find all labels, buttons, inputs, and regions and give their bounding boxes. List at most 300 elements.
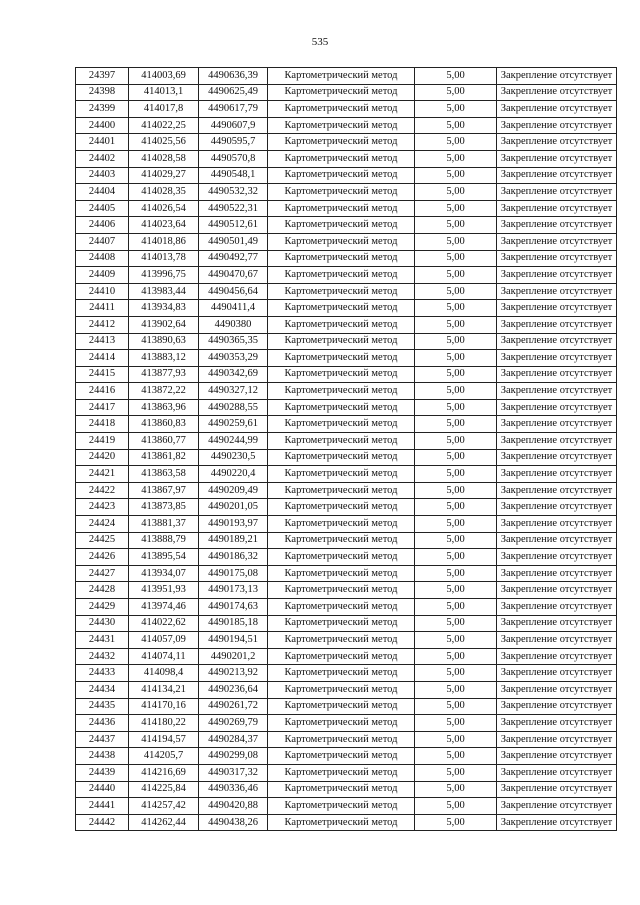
point-number-cell: 24400	[76, 117, 129, 134]
point-number-cell: 24439	[76, 764, 129, 781]
point-number-cell: 24428	[76, 582, 129, 599]
x-coordinate-cell: 414098,4	[129, 665, 199, 682]
y-coordinate-cell: 4490284,37	[199, 731, 268, 748]
table-row	[76, 715, 617, 732]
y-coordinate-cell: 4490189,21	[199, 532, 268, 549]
accuracy-cell: 5,00	[415, 84, 497, 101]
accuracy-cell: 5,00	[415, 449, 497, 466]
point-number-cell: 24433	[76, 665, 129, 682]
table-row	[76, 565, 617, 582]
table-row	[76, 366, 617, 383]
table-row	[76, 798, 617, 815]
x-coordinate-cell: 414225,84	[129, 781, 199, 798]
point-number-cell: 24426	[76, 549, 129, 566]
accuracy-cell: 5,00	[415, 350, 497, 367]
accuracy-cell: 5,00	[415, 250, 497, 267]
point-number-cell: 24408	[76, 250, 129, 267]
method-cell: Картометрический метод	[268, 698, 415, 715]
table-row	[76, 449, 617, 466]
point-number-cell: 24399	[76, 101, 129, 118]
point-number-cell: 24415	[76, 366, 129, 383]
accuracy-cell: 5,00	[415, 433, 497, 450]
fixing-note-cell: Закрепление отсутствует	[497, 399, 617, 416]
y-coordinate-cell: 4490244,99	[199, 433, 268, 450]
fixing-note-cell: Закрепление отсутствует	[497, 283, 617, 300]
fixing-note-cell: Закрепление отсутствует	[497, 798, 617, 815]
method-cell: Картометрический метод	[268, 565, 415, 582]
point-number-cell: 24398	[76, 84, 129, 101]
point-number-cell: 24402	[76, 150, 129, 167]
x-coordinate-cell: 413877,93	[129, 366, 199, 383]
method-cell: Картометрический метод	[268, 433, 415, 450]
fixing-note-cell: Закрепление отсутствует	[497, 217, 617, 234]
fixing-note-cell: Закрепление отсутствует	[497, 68, 617, 85]
point-number-cell: 24409	[76, 267, 129, 284]
point-number-cell: 24413	[76, 333, 129, 350]
y-coordinate-cell: 4490201,2	[199, 648, 268, 665]
fixing-note-cell: Закрепление отсутствует	[497, 416, 617, 433]
y-coordinate-cell: 4490193,97	[199, 516, 268, 533]
table-row	[76, 167, 617, 184]
table-row	[76, 300, 617, 317]
table-row	[76, 731, 617, 748]
accuracy-cell: 5,00	[415, 383, 497, 400]
accuracy-cell: 5,00	[415, 648, 497, 665]
accuracy-cell: 5,00	[415, 764, 497, 781]
fixing-note-cell: Закрепление отсутствует	[497, 764, 617, 781]
point-number-cell: 24401	[76, 134, 129, 151]
accuracy-cell: 5,00	[415, 399, 497, 416]
x-coordinate-cell: 413902,64	[129, 316, 199, 333]
point-number-cell: 24425	[76, 532, 129, 549]
y-coordinate-cell: 4490501,49	[199, 233, 268, 250]
method-cell: Картометрический метод	[268, 582, 415, 599]
point-number-cell: 24412	[76, 316, 129, 333]
x-coordinate-cell: 414205,7	[129, 748, 199, 765]
method-cell: Картометрический метод	[268, 150, 415, 167]
fixing-note-cell: Закрепление отсутствует	[497, 134, 617, 151]
table-row	[76, 482, 617, 499]
fixing-note-cell: Закрепление отсутствует	[497, 516, 617, 533]
fixing-note-cell: Закрепление отсутствует	[497, 233, 617, 250]
x-coordinate-cell: 414170,16	[129, 698, 199, 715]
point-number-cell: 24422	[76, 482, 129, 499]
y-coordinate-cell: 4490174,63	[199, 599, 268, 616]
accuracy-cell: 5,00	[415, 781, 497, 798]
point-number-cell: 24427	[76, 565, 129, 582]
fixing-note-cell: Закрепление отсутствует	[497, 532, 617, 549]
accuracy-cell: 5,00	[415, 715, 497, 732]
x-coordinate-cell: 413974,46	[129, 599, 199, 616]
x-coordinate-cell: 413996,75	[129, 267, 199, 284]
y-coordinate-cell: 4490607,9	[199, 117, 268, 134]
y-coordinate-cell: 4490522,31	[199, 200, 268, 217]
x-coordinate-cell: 413861,82	[129, 449, 199, 466]
table-row	[76, 68, 617, 85]
accuracy-cell: 5,00	[415, 101, 497, 118]
method-cell: Картометрический метод	[268, 516, 415, 533]
table-row	[76, 134, 617, 151]
point-number-cell: 24403	[76, 167, 129, 184]
x-coordinate-cell: 414180,22	[129, 715, 199, 732]
table-row	[76, 383, 617, 400]
x-coordinate-cell: 414194,57	[129, 731, 199, 748]
y-coordinate-cell: 4490492,77	[199, 250, 268, 267]
table-row	[76, 184, 617, 201]
y-coordinate-cell: 4490261,72	[199, 698, 268, 715]
y-coordinate-cell: 4490220,4	[199, 466, 268, 483]
y-coordinate-cell: 4490336,46	[199, 781, 268, 798]
accuracy-cell: 5,00	[415, 565, 497, 582]
method-cell: Картометрический метод	[268, 117, 415, 134]
method-cell: Картометрический метод	[268, 665, 415, 682]
fixing-note-cell: Закрепление отсутствует	[497, 466, 617, 483]
point-number-cell: 24430	[76, 615, 129, 632]
point-number-cell: 24420	[76, 449, 129, 466]
coordinates-table-body	[76, 68, 617, 831]
point-number-cell: 24440	[76, 781, 129, 798]
accuracy-cell: 5,00	[415, 731, 497, 748]
table-row	[76, 333, 617, 350]
accuracy-cell: 5,00	[415, 167, 497, 184]
x-coordinate-cell: 413934,83	[129, 300, 199, 317]
method-cell: Картометрический метод	[268, 333, 415, 350]
fixing-note-cell: Закрепление отсутствует	[497, 632, 617, 649]
method-cell: Картометрический метод	[268, 748, 415, 765]
y-coordinate-cell: 4490213,92	[199, 665, 268, 682]
x-coordinate-cell: 414026,54	[129, 200, 199, 217]
fixing-note-cell: Закрепление отсутствует	[497, 731, 617, 748]
y-coordinate-cell: 4490636,39	[199, 68, 268, 85]
y-coordinate-cell: 4490185,18	[199, 615, 268, 632]
method-cell: Картометрический метод	[268, 466, 415, 483]
y-coordinate-cell: 4490595,7	[199, 134, 268, 151]
method-cell: Картометрический метод	[268, 798, 415, 815]
method-cell: Картометрический метод	[268, 84, 415, 101]
accuracy-cell: 5,00	[415, 184, 497, 201]
x-coordinate-cell: 414057,09	[129, 632, 199, 649]
method-cell: Картометрический метод	[268, 383, 415, 400]
y-coordinate-cell: 4490209,49	[199, 482, 268, 499]
method-cell: Картометрический метод	[268, 499, 415, 516]
point-number-cell: 24414	[76, 350, 129, 367]
fixing-note-cell: Закрепление отсутствует	[497, 615, 617, 632]
point-number-cell: 24417	[76, 399, 129, 416]
point-number-cell: 24419	[76, 433, 129, 450]
x-coordinate-cell: 413890,63	[129, 333, 199, 350]
table-row	[76, 499, 617, 516]
table-row	[76, 117, 617, 134]
fixing-note-cell: Закрепление отсутствует	[497, 167, 617, 184]
table-row	[76, 549, 617, 566]
table-row	[76, 399, 617, 416]
y-coordinate-cell: 4490420,88	[199, 798, 268, 815]
x-coordinate-cell: 414023,64	[129, 217, 199, 234]
x-coordinate-cell: 414028,35	[129, 184, 199, 201]
method-cell: Картометрический метод	[268, 399, 415, 416]
accuracy-cell: 5,00	[415, 217, 497, 234]
y-coordinate-cell: 4490456,64	[199, 283, 268, 300]
fixing-note-cell: Закрепление отсутствует	[497, 748, 617, 765]
fixing-note-cell: Закрепление отсутствует	[497, 433, 617, 450]
accuracy-cell: 5,00	[415, 283, 497, 300]
x-coordinate-cell: 413872,22	[129, 383, 199, 400]
table-row	[76, 101, 617, 118]
accuracy-cell: 5,00	[415, 698, 497, 715]
table-row	[76, 599, 617, 616]
point-number-cell: 24405	[76, 200, 129, 217]
method-cell: Картометрический метод	[268, 681, 415, 698]
fixing-note-cell: Закрепление отсутствует	[497, 549, 617, 566]
x-coordinate-cell: 413883,12	[129, 350, 199, 367]
point-number-cell: 24404	[76, 184, 129, 201]
y-coordinate-cell: 4490570,8	[199, 150, 268, 167]
accuracy-cell: 5,00	[415, 632, 497, 649]
accuracy-cell: 5,00	[415, 615, 497, 632]
table-row	[76, 814, 617, 831]
point-number-cell: 24442	[76, 814, 129, 831]
fixing-note-cell: Закрепление отсутствует	[497, 350, 617, 367]
point-number-cell: 24411	[76, 300, 129, 317]
fixing-note-cell: Закрепление отсутствует	[497, 582, 617, 599]
fixing-note-cell: Закрепление отсутствует	[497, 681, 617, 698]
y-coordinate-cell: 4490236,64	[199, 681, 268, 698]
method-cell: Картометрический метод	[268, 532, 415, 549]
table-row	[76, 350, 617, 367]
x-coordinate-cell: 414029,27	[129, 167, 199, 184]
method-cell: Картометрический метод	[268, 350, 415, 367]
accuracy-cell: 5,00	[415, 200, 497, 217]
point-number-cell: 24423	[76, 499, 129, 516]
method-cell: Картометрический метод	[268, 217, 415, 234]
x-coordinate-cell: 414013,1	[129, 84, 199, 101]
table-row	[76, 150, 617, 167]
table-row	[76, 681, 617, 698]
table-row	[76, 764, 617, 781]
fixing-note-cell: Закрепление отсутствует	[497, 117, 617, 134]
accuracy-cell: 5,00	[415, 150, 497, 167]
accuracy-cell: 5,00	[415, 516, 497, 533]
method-cell: Картометрический метод	[268, 134, 415, 151]
table-row	[76, 466, 617, 483]
accuracy-cell: 5,00	[415, 68, 497, 85]
method-cell: Картометрический метод	[268, 366, 415, 383]
method-cell: Картометрический метод	[268, 781, 415, 798]
point-number-cell: 24397	[76, 68, 129, 85]
x-coordinate-cell: 414013,78	[129, 250, 199, 267]
x-coordinate-cell: 414025,56	[129, 134, 199, 151]
method-cell: Картометрический метод	[268, 482, 415, 499]
method-cell: Картометрический метод	[268, 300, 415, 317]
accuracy-cell: 5,00	[415, 582, 497, 599]
table-row	[76, 615, 617, 632]
fixing-note-cell: Закрепление отсутствует	[497, 200, 617, 217]
y-coordinate-cell: 4490288,55	[199, 399, 268, 416]
table-row	[76, 648, 617, 665]
fixing-note-cell: Закрепление отсутствует	[497, 267, 617, 284]
fixing-note-cell: Закрепление отсутствует	[497, 101, 617, 118]
x-coordinate-cell: 414018,86	[129, 233, 199, 250]
method-cell: Картометрический метод	[268, 184, 415, 201]
x-coordinate-cell: 414003,69	[129, 68, 199, 85]
fixing-note-cell: Закрепление отсутствует	[497, 366, 617, 383]
table-row	[76, 217, 617, 234]
fixing-note-cell: Закрепление отсутствует	[497, 250, 617, 267]
x-coordinate-cell: 414134,21	[129, 681, 199, 698]
method-cell: Картометрический метод	[268, 283, 415, 300]
x-coordinate-cell: 413863,58	[129, 466, 199, 483]
y-coordinate-cell: 4490186,32	[199, 549, 268, 566]
x-coordinate-cell: 414022,62	[129, 615, 199, 632]
table-row	[76, 748, 617, 765]
y-coordinate-cell: 4490380	[199, 316, 268, 333]
y-coordinate-cell: 4490353,29	[199, 350, 268, 367]
x-coordinate-cell: 414028,58	[129, 150, 199, 167]
accuracy-cell: 5,00	[415, 599, 497, 616]
fixing-note-cell: Закрепление отсутствует	[497, 499, 617, 516]
x-coordinate-cell: 414216,69	[129, 764, 199, 781]
table-row	[76, 84, 617, 101]
y-coordinate-cell: 4490230,5	[199, 449, 268, 466]
fixing-note-cell: Закрепление отсутствует	[497, 715, 617, 732]
x-coordinate-cell: 413863,96	[129, 399, 199, 416]
y-coordinate-cell: 4490512,61	[199, 217, 268, 234]
x-coordinate-cell: 414074,11	[129, 648, 199, 665]
table-row	[76, 665, 617, 682]
x-coordinate-cell: 413895,54	[129, 549, 199, 566]
table-row	[76, 516, 617, 533]
x-coordinate-cell: 413873,85	[129, 499, 199, 516]
accuracy-cell: 5,00	[415, 814, 497, 831]
method-cell: Картометрический метод	[268, 615, 415, 632]
fixing-note-cell: Закрепление отсутствует	[497, 648, 617, 665]
y-coordinate-cell: 4490532,32	[199, 184, 268, 201]
y-coordinate-cell: 4490327,12	[199, 383, 268, 400]
table-row	[76, 632, 617, 649]
point-number-cell: 24436	[76, 715, 129, 732]
accuracy-cell: 5,00	[415, 499, 497, 516]
method-cell: Картометрический метод	[268, 731, 415, 748]
fixing-note-cell: Закрепление отсутствует	[497, 698, 617, 715]
y-coordinate-cell: 4490617,79	[199, 101, 268, 118]
y-coordinate-cell: 4490194,51	[199, 632, 268, 649]
x-coordinate-cell: 414022,25	[129, 117, 199, 134]
y-coordinate-cell: 4490470,67	[199, 267, 268, 284]
table-row	[76, 267, 617, 284]
method-cell: Картометрический метод	[268, 167, 415, 184]
method-cell: Картометрический метод	[268, 549, 415, 566]
table-row	[76, 316, 617, 333]
point-number-cell: 24437	[76, 731, 129, 748]
fixing-note-cell: Закрепление отсутствует	[497, 333, 617, 350]
accuracy-cell: 5,00	[415, 681, 497, 698]
method-cell: Картометрический метод	[268, 267, 415, 284]
method-cell: Картометрический метод	[268, 715, 415, 732]
point-number-cell: 24418	[76, 416, 129, 433]
table-row	[76, 200, 617, 217]
x-coordinate-cell: 413951,93	[129, 582, 199, 599]
fixing-note-cell: Закрепление отсутствует	[497, 599, 617, 616]
point-number-cell: 24421	[76, 466, 129, 483]
y-coordinate-cell: 4490411,4	[199, 300, 268, 317]
method-cell: Картометрический метод	[268, 632, 415, 649]
point-number-cell: 24438	[76, 748, 129, 765]
table-row	[76, 698, 617, 715]
y-coordinate-cell: 4490625,49	[199, 84, 268, 101]
point-number-cell: 24429	[76, 599, 129, 616]
page-number: 535	[311, 36, 329, 48]
accuracy-cell: 5,00	[415, 117, 497, 134]
x-coordinate-cell: 413860,77	[129, 433, 199, 450]
table-row	[76, 781, 617, 798]
fixing-note-cell: Закрепление отсутствует	[497, 184, 617, 201]
y-coordinate-cell: 4490299,08	[199, 748, 268, 765]
accuracy-cell: 5,00	[415, 549, 497, 566]
y-coordinate-cell: 4490175,08	[199, 565, 268, 582]
accuracy-cell: 5,00	[415, 416, 497, 433]
table-row	[76, 416, 617, 433]
accuracy-cell: 5,00	[415, 748, 497, 765]
y-coordinate-cell: 4490548,1	[199, 167, 268, 184]
table-row	[76, 532, 617, 549]
fixing-note-cell: Закрепление отсутствует	[497, 781, 617, 798]
method-cell: Картометрический метод	[268, 764, 415, 781]
accuracy-cell: 5,00	[415, 482, 497, 499]
method-cell: Картометрический метод	[268, 316, 415, 333]
x-coordinate-cell: 414257,42	[129, 798, 199, 815]
x-coordinate-cell: 413867,97	[129, 482, 199, 499]
point-number-cell: 24432	[76, 648, 129, 665]
method-cell: Картометрический метод	[268, 200, 415, 217]
point-number-cell: 24416	[76, 383, 129, 400]
accuracy-cell: 5,00	[415, 267, 497, 284]
point-number-cell: 24441	[76, 798, 129, 815]
y-coordinate-cell: 4490365,35	[199, 333, 268, 350]
y-coordinate-cell: 4490317,32	[199, 764, 268, 781]
method-cell: Картометрический метод	[268, 101, 415, 118]
method-cell: Картометрический метод	[268, 814, 415, 831]
fixing-note-cell: Закрепление отсутствует	[497, 84, 617, 101]
y-coordinate-cell: 4490438,26	[199, 814, 268, 831]
y-coordinate-cell: 4490173,13	[199, 582, 268, 599]
fixing-note-cell: Закрепление отсутствует	[497, 665, 617, 682]
table-row	[76, 582, 617, 599]
fixing-note-cell: Закрепление отсутствует	[497, 449, 617, 466]
fixing-note-cell: Закрепление отсутствует	[497, 300, 617, 317]
point-number-cell: 24434	[76, 681, 129, 698]
table-row	[76, 250, 617, 267]
accuracy-cell: 5,00	[415, 300, 497, 317]
x-coordinate-cell: 413881,37	[129, 516, 199, 533]
fixing-note-cell: Закрепление отсутствует	[497, 482, 617, 499]
method-cell: Картометрический метод	[268, 449, 415, 466]
y-coordinate-cell: 4490269,79	[199, 715, 268, 732]
x-coordinate-cell: 413934,07	[129, 565, 199, 582]
x-coordinate-cell: 414017,8	[129, 101, 199, 118]
method-cell: Картометрический метод	[268, 599, 415, 616]
method-cell: Картометрический метод	[268, 233, 415, 250]
point-number-cell: 24406	[76, 217, 129, 234]
y-coordinate-cell: 4490342,69	[199, 366, 268, 383]
table-row	[76, 283, 617, 300]
x-coordinate-cell: 413983,44	[129, 283, 199, 300]
table-row	[76, 233, 617, 250]
coordinates-table	[75, 67, 617, 831]
accuracy-cell: 5,00	[415, 134, 497, 151]
x-coordinate-cell: 413860,83	[129, 416, 199, 433]
x-coordinate-cell: 413888,79	[129, 532, 199, 549]
accuracy-cell: 5,00	[415, 316, 497, 333]
